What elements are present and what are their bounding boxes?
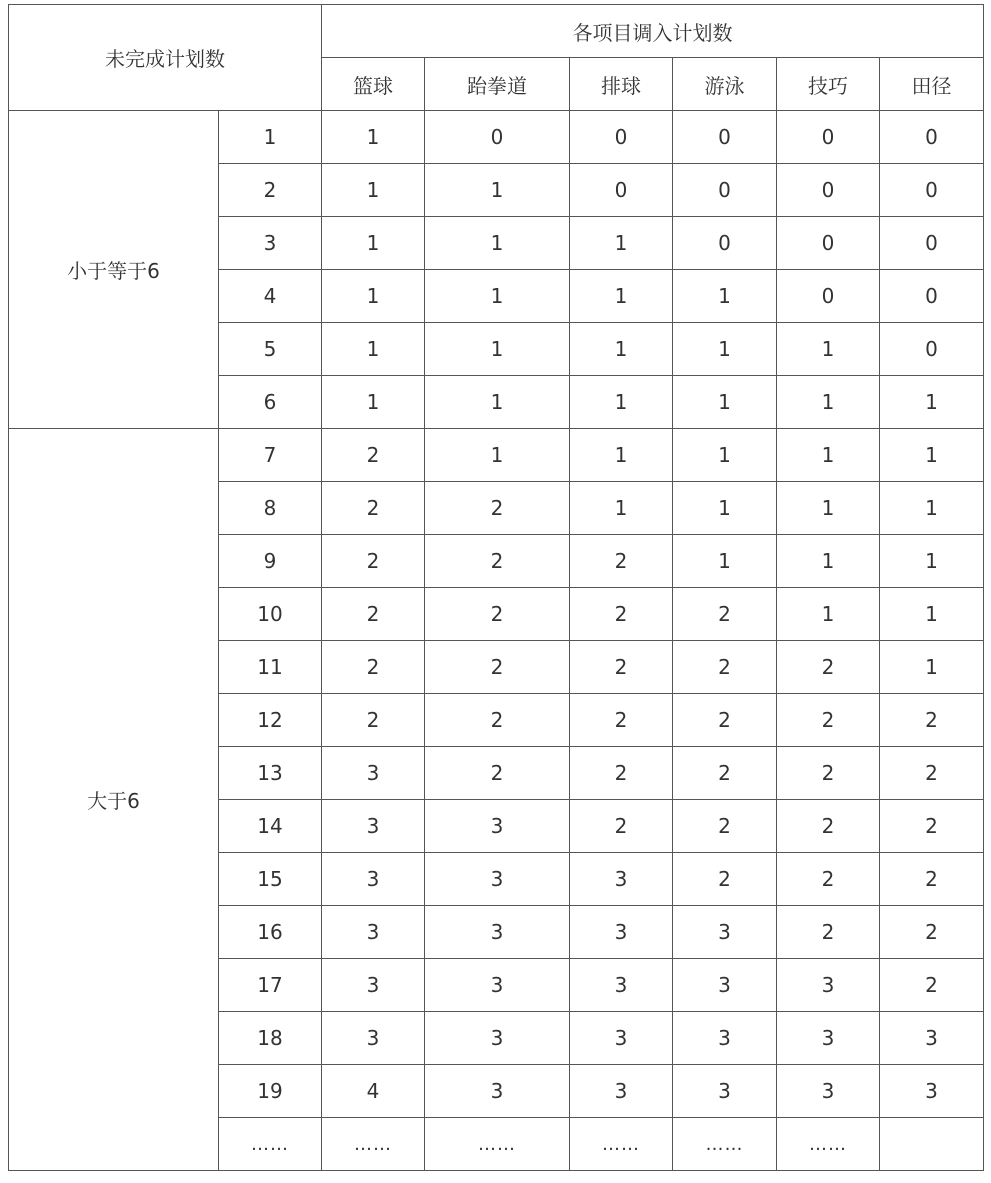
value-cell: 2 — [425, 588, 570, 641]
value-cell: 2 — [777, 800, 880, 853]
value-cell: 3 — [425, 853, 570, 906]
value-cell: 1 — [425, 429, 570, 482]
header-row-top — [9, 5, 984, 58]
plan-count-cell: 19 — [219, 1065, 322, 1118]
value-cell: …… — [425, 1118, 570, 1171]
value-cell: 2 — [570, 588, 673, 641]
value-cell: 1 — [570, 270, 673, 323]
value-cell: 0 — [880, 164, 984, 217]
value-cell: 2 — [322, 588, 425, 641]
sport-header: 田径 — [880, 58, 984, 111]
value-cell: 1 — [673, 535, 777, 588]
value-cell: 2 — [322, 694, 425, 747]
value-cell: 0 — [570, 164, 673, 217]
value-cell: 3 — [570, 906, 673, 959]
plan-count-cell: 8 — [219, 482, 322, 535]
value-cell: 1 — [673, 323, 777, 376]
value-cell: 1 — [425, 217, 570, 270]
plan-count-cell: 3 — [219, 217, 322, 270]
value-cell: 1 — [777, 535, 880, 588]
plan-count-cell: 11 — [219, 641, 322, 694]
value-cell: 3 — [570, 959, 673, 1012]
group-header: 各项目调入计划数 — [322, 5, 984, 58]
value-cell: 0 — [880, 111, 984, 164]
sport-header: 技巧 — [777, 58, 880, 111]
value-cell: 2 — [322, 535, 425, 588]
value-cell: 2 — [673, 641, 777, 694]
value-cell: 3 — [777, 1012, 880, 1065]
plan-count-cell: 13 — [219, 747, 322, 800]
value-cell: 3 — [673, 1065, 777, 1118]
value-cell: 1 — [570, 429, 673, 482]
sport-header: 篮球 — [322, 58, 425, 111]
value-cell: 1 — [570, 376, 673, 429]
value-cell: 2 — [570, 535, 673, 588]
value-cell: 2 — [880, 959, 984, 1012]
value-cell: 0 — [673, 111, 777, 164]
value-cell: 1 — [570, 482, 673, 535]
plan-count-cell: 7 — [219, 429, 322, 482]
value-cell: 2 — [322, 641, 425, 694]
corner-header: 未完成计划数 — [9, 5, 322, 111]
value-cell: 1 — [880, 588, 984, 641]
value-cell: 2 — [425, 747, 570, 800]
value-cell: 1 — [425, 323, 570, 376]
value-cell: 3 — [322, 800, 425, 853]
value-cell: 3 — [425, 906, 570, 959]
value-cell: 1 — [673, 482, 777, 535]
value-cell: 3 — [570, 853, 673, 906]
plan-count-cell: 17 — [219, 959, 322, 1012]
value-cell: 1 — [777, 429, 880, 482]
value-cell: 2 — [777, 906, 880, 959]
value-cell: 3 — [673, 1012, 777, 1065]
value-cell: 2 — [673, 588, 777, 641]
value-cell: 1 — [673, 429, 777, 482]
plan-count-cell: 12 — [219, 694, 322, 747]
value-cell: 1 — [880, 482, 984, 535]
value-cell: 3 — [880, 1012, 984, 1065]
value-cell: 2 — [322, 429, 425, 482]
value-cell: 2 — [880, 694, 984, 747]
value-cell: 1 — [425, 376, 570, 429]
value-cell: 1 — [777, 323, 880, 376]
value-cell: 1 — [425, 164, 570, 217]
value-cell: 2 — [880, 906, 984, 959]
value-cell: 1 — [322, 323, 425, 376]
value-cell: 2 — [880, 800, 984, 853]
value-cell: 1 — [570, 323, 673, 376]
value-cell: 0 — [425, 111, 570, 164]
value-cell: 0 — [673, 217, 777, 270]
table-row — [9, 111, 984, 164]
value-cell: 1 — [322, 164, 425, 217]
value-cell: 3 — [425, 959, 570, 1012]
value-cell: 0 — [570, 111, 673, 164]
plan-count-cell: 10 — [219, 588, 322, 641]
value-cell: 1 — [322, 376, 425, 429]
value-cell: 1 — [673, 270, 777, 323]
value-cell: 3 — [570, 1065, 673, 1118]
value-cell: 1 — [777, 588, 880, 641]
value-cell: 2 — [777, 747, 880, 800]
group-label: 大于6 — [9, 429, 219, 1171]
sport-header: 游泳 — [673, 58, 777, 111]
value-cell: 1 — [570, 217, 673, 270]
value-cell: 0 — [880, 270, 984, 323]
allocation-table — [8, 4, 984, 1171]
value-cell: 2 — [425, 694, 570, 747]
plan-count-cell: 1 — [219, 111, 322, 164]
value-cell: 1 — [880, 641, 984, 694]
value-cell: 2 — [425, 535, 570, 588]
value-cell: 3 — [322, 747, 425, 800]
value-cell: 3 — [322, 906, 425, 959]
value-cell: 2 — [570, 641, 673, 694]
value-cell: 0 — [880, 217, 984, 270]
value-cell: 4 — [322, 1065, 425, 1118]
value-cell: 1 — [322, 217, 425, 270]
value-cell: 1 — [425, 270, 570, 323]
table-body — [9, 111, 984, 1171]
value-cell: 3 — [673, 959, 777, 1012]
sport-header: 排球 — [570, 58, 673, 111]
value-cell: 2 — [880, 853, 984, 906]
value-cell — [880, 1118, 984, 1171]
plan-count-cell: 6 — [219, 376, 322, 429]
value-cell: 2 — [425, 641, 570, 694]
value-cell: 3 — [322, 1012, 425, 1065]
value-cell: 3 — [777, 1065, 880, 1118]
value-cell: 3 — [880, 1065, 984, 1118]
value-cell: 2 — [570, 800, 673, 853]
value-cell: 2 — [322, 482, 425, 535]
value-cell: 1 — [673, 376, 777, 429]
value-cell: 0 — [673, 164, 777, 217]
value-cell: 1 — [322, 270, 425, 323]
plan-count-cell: 2 — [219, 164, 322, 217]
value-cell: 1 — [880, 429, 984, 482]
value-cell: 0 — [880, 323, 984, 376]
value-cell: 2 — [570, 747, 673, 800]
value-cell: 3 — [777, 959, 880, 1012]
value-cell: 2 — [777, 694, 880, 747]
value-cell: 2 — [880, 747, 984, 800]
plan-count-cell: 4 — [219, 270, 322, 323]
value-cell: 3 — [322, 959, 425, 1012]
plan-count-cell: 15 — [219, 853, 322, 906]
group-label: 小于等于6 — [9, 111, 219, 429]
value-cell: 3 — [570, 1012, 673, 1065]
plan-count-cell: 14 — [219, 800, 322, 853]
value-cell: 2 — [570, 694, 673, 747]
value-cell: 3 — [425, 1012, 570, 1065]
value-cell: 1 — [777, 376, 880, 429]
value-cell: 3 — [322, 853, 425, 906]
value-cell: 1 — [880, 376, 984, 429]
sport-header: 跆拳道 — [425, 58, 570, 111]
table-row — [9, 429, 984, 482]
value-cell: 3 — [425, 1065, 570, 1118]
value-cell: 0 — [777, 270, 880, 323]
value-cell: 1 — [777, 482, 880, 535]
value-cell: 3 — [673, 906, 777, 959]
value-cell: 2 — [673, 694, 777, 747]
value-cell: 0 — [777, 217, 880, 270]
plan-count-cell: 16 — [219, 906, 322, 959]
value-cell: 3 — [425, 800, 570, 853]
value-cell: 1 — [880, 535, 984, 588]
value-cell: …… — [777, 1118, 880, 1171]
value-cell: 2 — [425, 482, 570, 535]
plan-count-cell: 18 — [219, 1012, 322, 1065]
value-cell: …… — [570, 1118, 673, 1171]
value-cell: 2 — [777, 641, 880, 694]
value-cell: 2 — [673, 747, 777, 800]
plan-count-cell: 9 — [219, 535, 322, 588]
plan-count-cell: 5 — [219, 323, 322, 376]
value-cell: 0 — [777, 111, 880, 164]
value-cell: 1 — [322, 111, 425, 164]
plan-count-cell: …… — [219, 1118, 322, 1171]
value-cell: 2 — [777, 853, 880, 906]
value-cell: 2 — [673, 800, 777, 853]
value-cell: …… — [322, 1118, 425, 1171]
value-cell: 2 — [673, 853, 777, 906]
value-cell: …… — [673, 1118, 777, 1171]
value-cell: 0 — [777, 164, 880, 217]
